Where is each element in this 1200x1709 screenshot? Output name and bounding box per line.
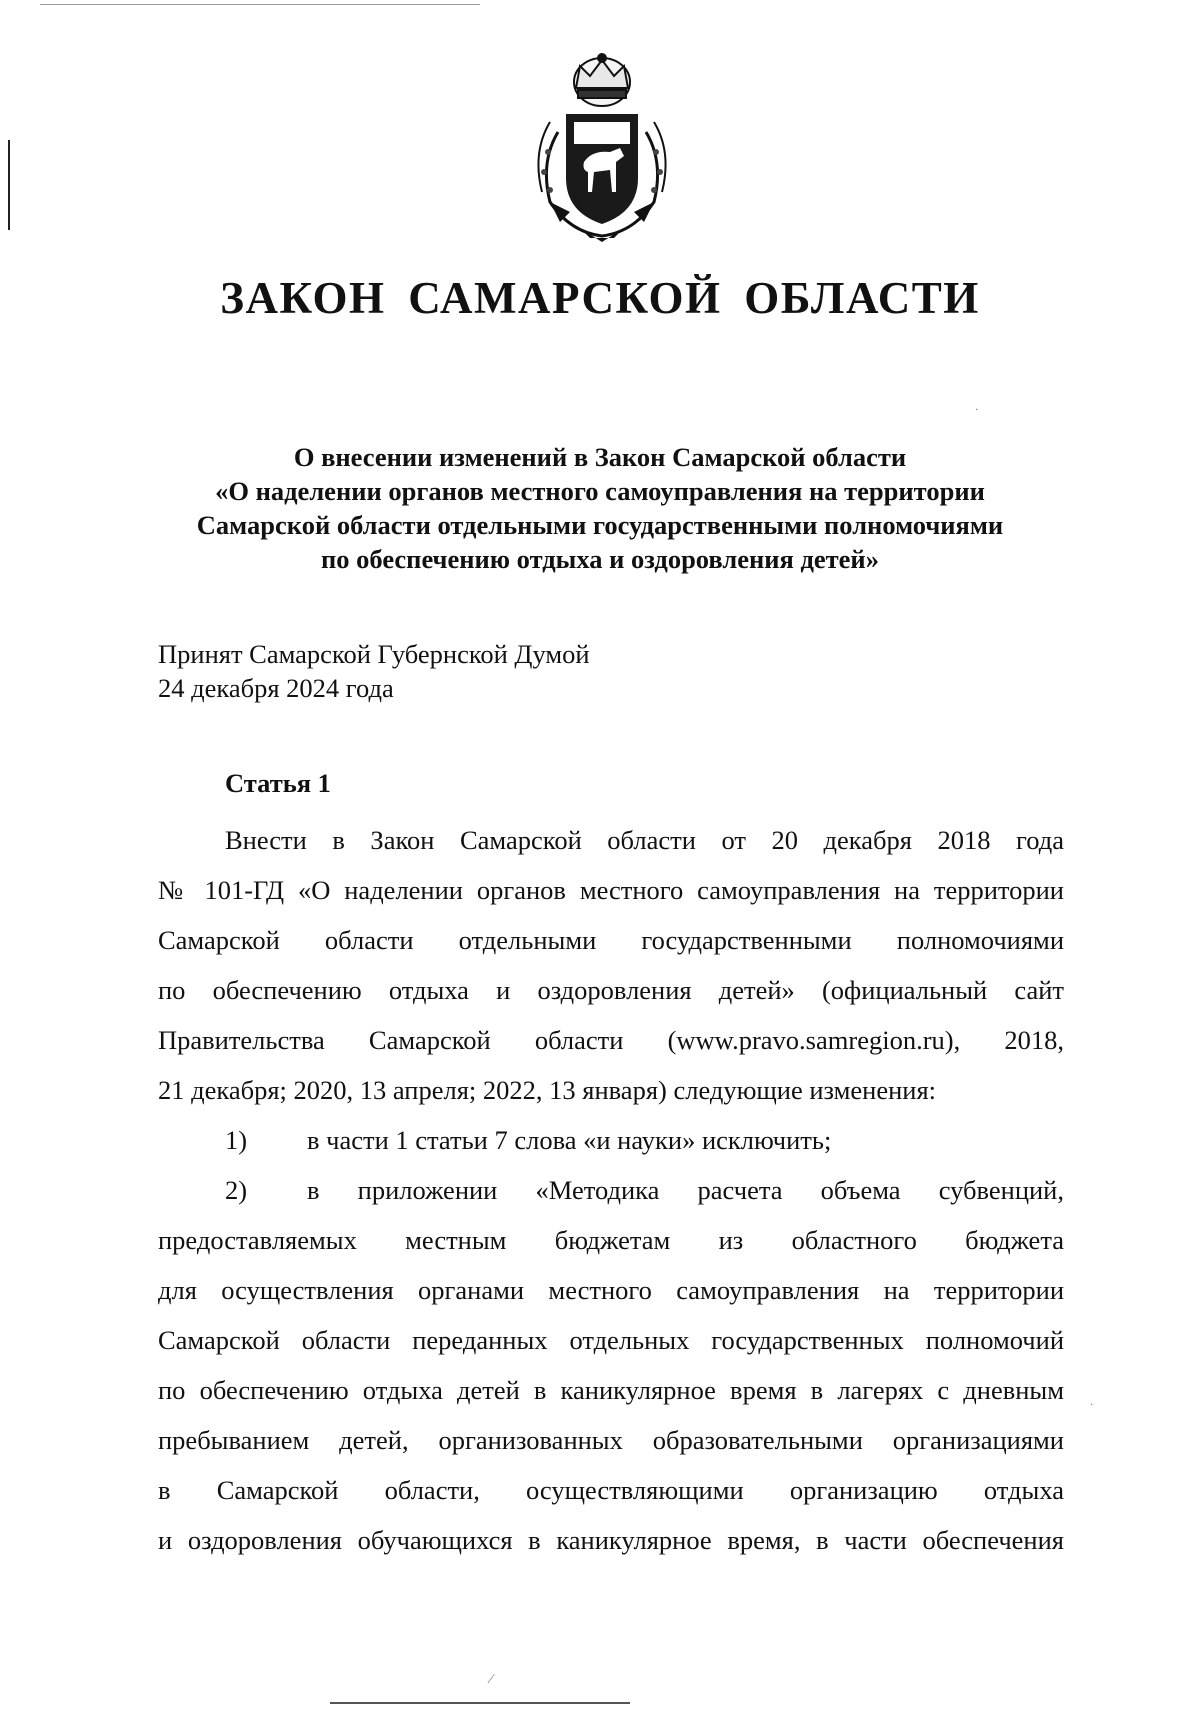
body-line: № 101-ГД «О наделении органов местного самоуправления на территории (158, 875, 1064, 905)
list-item-text: в приложении «Методика расчета объема субвенций, (307, 1175, 1064, 1205)
body-line: Самарской области переданных отдельных государственных полномочий (158, 1325, 1064, 1355)
scan-edge-left (8, 140, 10, 230)
scan-edge-top (40, 4, 480, 5)
list-item (158, 1165, 1064, 1215)
law-title: ЗАКОН САМАРСКОЙ ОБЛАСТИ (220, 273, 980, 323)
article-body (158, 815, 1064, 1565)
list-item-number: 2) (225, 1175, 248, 1205)
body-line: пребыванием детей, организованных образовательными организациями (158, 1425, 1064, 1455)
body-line: для осуществления органами местного самоуправления на территории (158, 1275, 1064, 1305)
scan-speck: · (1090, 1400, 1094, 1411)
body-line: в Самарской области, осуществляющими организацию отдыха (158, 1475, 1064, 1505)
body-line: 21 декабря; 2020, 13 апреля; 2022, 13 января) следующие изменения: (158, 1075, 937, 1105)
article-heading: Статья 1 (225, 768, 331, 798)
subtitle-line: Самарской области отдельными государственными полномочиями (196, 510, 1004, 540)
body-line: предоставляемых местным бюджетам из областного бюджета (158, 1225, 1064, 1255)
law-subtitle (100, 440, 1100, 576)
body-line: Самарской области отдельными государственными полномочиями (158, 925, 1064, 955)
scan-speck: · (975, 405, 979, 416)
adoption-note (158, 637, 590, 705)
list-item-number: 1) (225, 1125, 248, 1155)
adoption-body: Принят Самарской Губернской Думой (158, 639, 590, 669)
subtitle-line: по обеспечению отдыха и оздоровления детей» (321, 544, 879, 574)
adoption-date: 24 декабря 2024 года (158, 673, 394, 703)
body-line: по обеспечению отдыха и оздоровления детей» (официальный сайт (158, 975, 1064, 1005)
subtitle-line: О внесении изменений в Закон Самарской области (293, 442, 907, 472)
samara-coat-of-arms-emblem (520, 52, 685, 242)
scan-edge-bottom (330, 1702, 630, 1704)
list-item-text: в части 1 статьи 7 слова «и науки» исключить; (307, 1125, 832, 1155)
body-line: и оздоровления обучающихся в каникулярное время, в части обеспечения (158, 1525, 1064, 1555)
body-line: по обеспечению отдыха детей в каникулярное время в лагерях с дневным (158, 1375, 1064, 1405)
subtitle-line: «О наделении органов местного самоуправления на территории (215, 476, 985, 506)
scan-speck: ⁄ (490, 1672, 493, 1687)
list-item (158, 1115, 1064, 1165)
body-line: Внести в Закон Самарской области от 20 декабря 2018 года (225, 825, 1064, 855)
body-line: Правительства Самарской области (www.pravo.samregion.ru), 2018, (158, 1025, 1064, 1055)
